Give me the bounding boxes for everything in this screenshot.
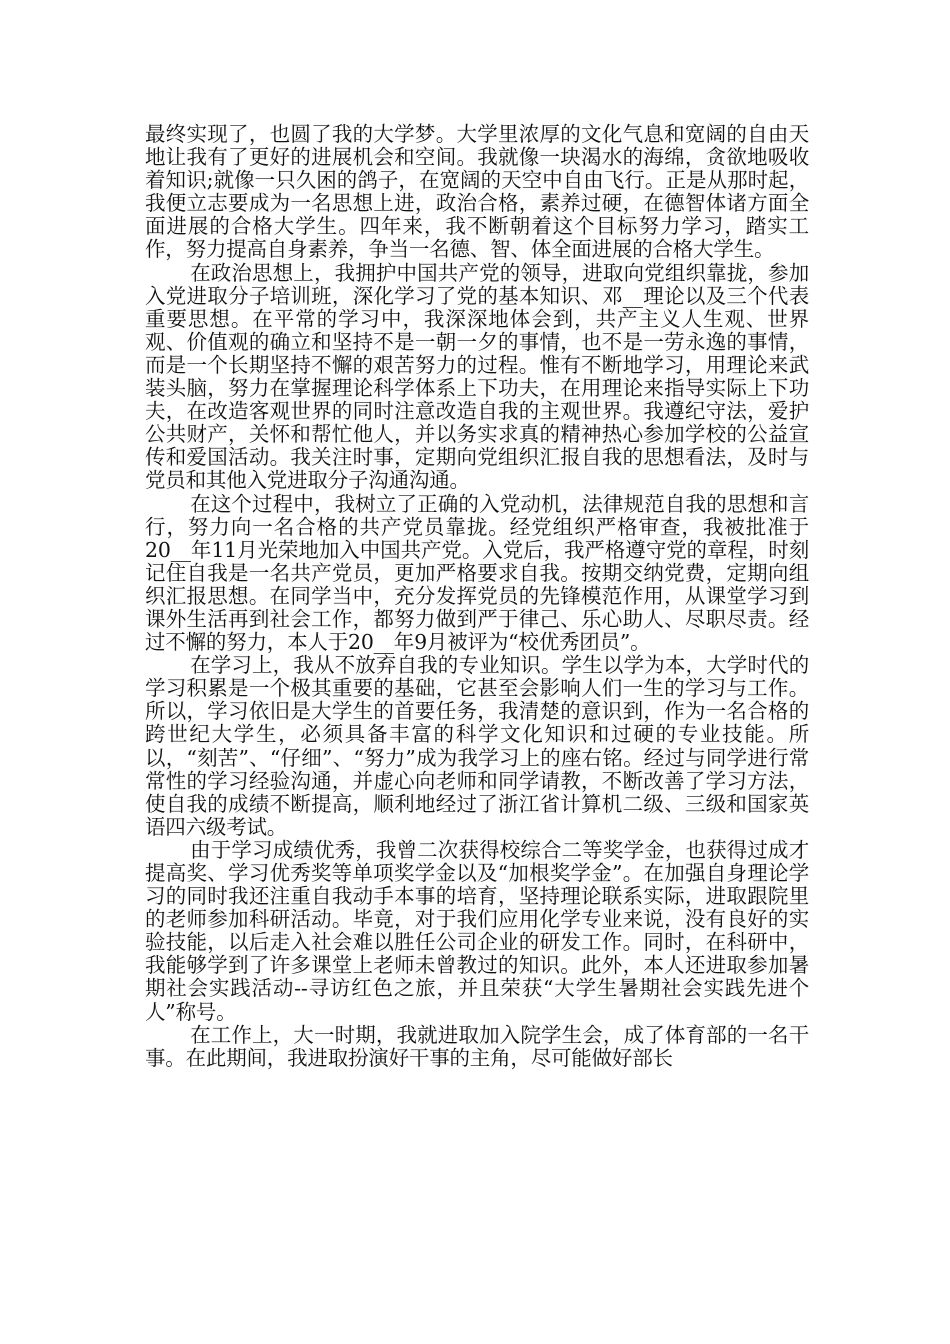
paragraph-political: 在政治思想上，我拥护中国共产党的领导，进取向党组织靠拢，参加入党进取分子培训班，深化学习了党的基本知识、邓__理论以及三个代表重要思想。在平常的学习中，我深深地体会到，共产主义人生观、世界观、价值观的确立和坚持不是一朝一夕的事情，也不是一劳永逸的事情，而是一个长期坚持不懈的艰苦努力的过程。惟有不断地学习，用理论来武装头脑，努力在掌握理论科学体系上下功夫，在用理论来指导实际上下功夫，在改造客观世界的同时注意改造自我的主观世界。我遵纪守法，爱护公共财产，关怀和帮忙他人，并以务实求真的精神热心参加学校的公益宣传和爱国活动。我关注时事，定期向党组织汇报自我的思想看法，及时与党员和其他入党进取分子沟通沟通。 (145, 260, 809, 493)
paragraph-party-membership: 在这个过程中，我树立了正确的入党动机，法律规范自我的思想和言行，努力向一名合格的共产党员靠拢。经党组织严格审查，我被批准于20__年11月光荣地加入中国共产党。入党后，我严格遵守党的章程，时刻记住自我是一名共产党员，更加严格要求自我。按期交纳党费，定期向组织汇报思想。在同学当中，充分发挥党员的先锋模范作用，从课堂学习到课外生活再到社会工作，都努力做到严于律己、乐心助人、尽职尽责。经过不懈的努力，本人于20__年9月被评为“校优秀团员”。 (145, 491, 809, 655)
paragraph-study: 在学习上，我从不放弃自我的专业知识。学生以学为本，大学时代的学习积累是一个极其重要的基础，它甚至会影响人们一生的学习与工作。所以，学习依旧是大学生的首要任务，我清楚的意识到，作为一名合格的跨世纪大学生，必须具备丰富的科学文化知识和过硬的专业技能。所以，“刻苦”、“仔细”、“努力”成为我学习上的座右铭。经过与同学进行常常性的学习经验沟通，并虚心向老师和同学请教，不断改善了学习方法，使自我的成绩不断提高，顺利地经过了浙江省计算机二级、三级和国家英语四六级考试。 (145, 653, 809, 839)
document-page (145, 123, 809, 1070)
paragraph-scholarship: 由于学习成绩优秀，我曾二次获得校综合二等奖学金，也获得过成才提高奖、学习优秀奖等单项奖学金以及“加根奖学金”。在加强自身理论学习的同时我还注重自我动手本事的培育，坚持理论联系实际，进取跟院里的老师参加科研活动。毕竟，对于我们应用化学专业来说，没有良好的实验技能，以后走入社会难以胜任公司企业的研发工作。同时，在科研中，我能够学到了许多课堂上老师未曾教过的知识。此外，本人还进取参加暑期社会实践活动--寻访红色之旅，并且荣获“大学生暑期社会实践先进个人”称号。 (145, 837, 809, 1024)
paragraph-intro: 最终实现了，也圆了我的大学梦。大学里浓厚的文化气息和宽阔的自由天地让我有了更好的进展机会和空间。我就像一块渴水的海绵，贪欲地吸收着知识;就像一只久困的鸽子，在宽阔的天空中自由飞行。正是从那时起，我便立志要成为一名思想上进，政治合格，素养过硬，在德智体诸方面全面进展的合格大学生。四年来，我不断朝着这个目标努力学习，踏实工作，努力提高自身素养，争当一名德、智、体全面进展的合格大学生。 (145, 122, 809, 262)
paragraph-work: 在工作上，大一时期，我就进取加入院学生会，成了体育部的一名干事。在此期间，我进取扮演好干事的主角，尽可能做好部长 (145, 1022, 809, 1070)
